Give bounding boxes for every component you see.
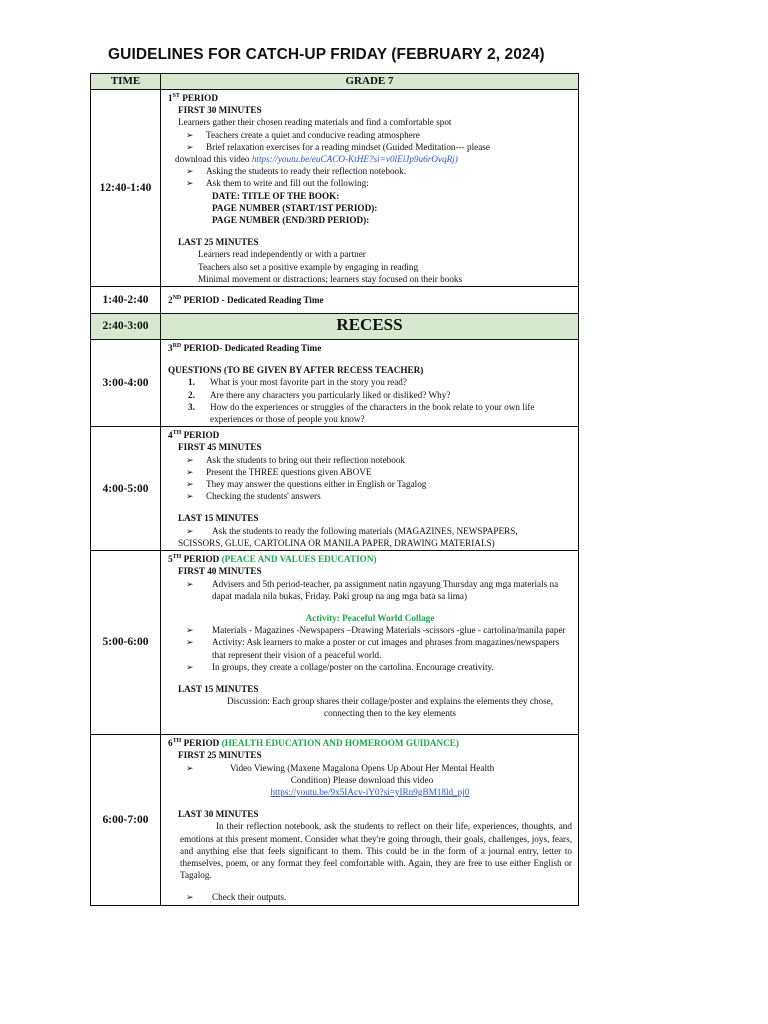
list-item: ➢ Present the THREE questions given ABOVE	[186, 466, 372, 477]
period-title: 2ND PERIOD - Dedicated Reading Time	[168, 295, 324, 306]
arrow-bullet-icon: ➢	[186, 578, 194, 589]
list-item: ➢ Materials - Magazines -Newspapers –Drawing Materials -scissors -glue - cartolina/manila paper	[186, 625, 566, 636]
document-title: GUIDELINES FOR CATCH-UP FRIDAY (FEBRUARY 2, 2024)	[108, 46, 545, 63]
list-item: Teachers also set a positive example by engaging in reading	[198, 261, 419, 272]
time-cell: 12:40-1:40	[91, 90, 161, 287]
period-cell	[161, 427, 579, 551]
table-row	[91, 287, 579, 314]
first-minutes-label: FIRST 45 MINUTES	[178, 442, 262, 453]
time-cell: 1:40-2:40	[91, 287, 161, 314]
table-header-row	[91, 74, 579, 90]
arrow-bullet-icon: ➢	[186, 178, 194, 189]
subject-label: (PEACE AND VALUES EDUCATION)	[221, 554, 377, 565]
time-cell: 6:00-7:00	[91, 735, 161, 905]
list-item: ➢ Asking the students to ready their reflection notebook.	[186, 166, 407, 177]
table-row	[91, 314, 579, 340]
time-cell: 4:00-5:00	[91, 427, 161, 551]
arrow-bullet-icon: ➢	[186, 625, 194, 636]
period-title: 1ST PERIOD	[168, 92, 218, 103]
first-minutes-label: FIRST 25 MINUTES	[178, 750, 262, 761]
list-item: 3. How do the experiences or struggles of the characters in the book relate to your own life experiences or those of people you know?	[188, 401, 535, 425]
arrow-bullet-icon: ➢	[186, 479, 194, 490]
header-grade: GRADE 7	[161, 74, 579, 90]
list-item: Learners read independently or with a partner	[198, 249, 366, 260]
form-field: PAGE NUMBER (START/1ST PERIOD):	[212, 202, 378, 213]
list-item-cont: SCISSORS, GLUE, CARTOLINA OR MANILA PAPER, DRAWING MATERIALS)	[178, 537, 495, 548]
last-minutes-label: LAST 30 MINUTES	[178, 809, 259, 820]
first-minutes-label: FIRST 40 MINUTES	[178, 566, 262, 577]
form-field: PAGE NUMBER (END/3RD PERIOD):	[212, 215, 370, 226]
list-item: ➢ Checking the students' answers	[186, 491, 321, 502]
table-row	[91, 735, 579, 905]
arrow-bullet-icon: ➢	[186, 466, 194, 477]
list-item: ➢ Advisers and 5th period-teacher, pa assignment natin ngayung Thursday ang mga materials na dapat madala nila bukas, Friday. Paki group na ang mga bata sa lima)	[186, 578, 559, 601]
list-item: ➢ Video Viewing (Maxene Magalona Opens Up About Her Mental Health Condition) Please download this video	[186, 762, 495, 785]
arrow-bullet-icon: ➢	[186, 637, 194, 648]
list-item: ➢ Activity: Ask learners to make a poster or cut images and phrases from magazines/newspapers that represent their vision of a peaceful world.	[186, 637, 560, 660]
list-item: ➢ Ask them to write and fill out the following:	[186, 178, 369, 189]
arrow-bullet-icon: ➢	[186, 454, 194, 465]
intro-text: Learners gather their chosen reading materials and find a comfortable spot	[178, 117, 452, 128]
list-item: ➢ They may answer the questions either in English or Tagalog	[186, 479, 427, 490]
discussion-text: Discussion: Each group shares their collage/poster and explains the elements they chose, connecting then to the key elements	[226, 696, 554, 719]
last-minutes-label: LAST 25 MINUTES	[178, 237, 259, 248]
arrow-bullet-icon: ➢	[186, 166, 194, 177]
list-item: ➢ Ask the students to bring out their reflection notebook	[186, 454, 406, 465]
list-item: ➢ Teachers create a quiet and conducive reading atmosphere	[186, 129, 420, 140]
subject-label: (HEALTH EDUCATION AND HOMEROOM GUIDANCE)	[221, 738, 459, 749]
list-item: Minimal movement or distractions; learners stay focused on their books	[198, 273, 463, 284]
activity-title: Activity: Peaceful World Collage	[305, 612, 435, 623]
header-time: TIME	[91, 74, 161, 90]
period-cell	[161, 735, 579, 905]
form-field: DATE: TITLE OF THE BOOK:	[212, 190, 340, 201]
period-cell	[161, 90, 579, 287]
list-item: 1. What is your most favorite part in the story you read?	[188, 377, 407, 388]
last-minutes-label: LAST 15 MINUTES	[178, 683, 259, 694]
period-cell	[161, 551, 579, 735]
arrow-bullet-icon: ➢	[186, 762, 194, 773]
list-item: 2. Are there any characters you particularly liked or disliked? Why?	[188, 389, 451, 400]
period-title: 5TH PERIOD (PEACE AND VALUES EDUCATION)	[168, 554, 377, 565]
arrow-bullet-icon: ➢	[186, 141, 194, 152]
list-item: ➢ Brief relaxation exercises for a reading mindset (Guided Meditation--- please	[186, 141, 490, 152]
time-cell: 5:00-6:00	[91, 551, 161, 735]
period-title: 6TH PERIOD (HEALTH EDUCATION AND HOMEROOM GUIDANCE)	[168, 738, 459, 749]
arrow-bullet-icon: ➢	[186, 525, 194, 536]
arrow-bullet-icon: ➢	[186, 892, 194, 903]
time-cell: 3:00-4:00	[91, 340, 161, 427]
questions-label: QUESTIONS (TO BE GIVEN BY AFTER RECESS TEACHER)	[168, 365, 424, 376]
recess-cell: RECESS	[161, 314, 579, 340]
video-link[interactable]: https://youtu.be/euCACO-KtHE?si=v0lEiJp9u6rOvqRj)	[251, 154, 458, 165]
period-title: 4TH PERIOD	[168, 430, 220, 441]
period-title: 3RD PERIOD- Dedicated Reading Time	[168, 342, 322, 354]
last-minutes-label: LAST 15 MINUTES	[178, 513, 259, 524]
arrow-bullet-icon: ➢	[186, 129, 194, 140]
period-cell	[161, 340, 579, 427]
schedule-table	[90, 73, 579, 906]
arrow-bullet-icon: ➢	[186, 491, 194, 502]
video-link[interactable]: https://youtu.be/9x5IAcv-iY0?si=yIRn9gBM18ld_pj0	[270, 786, 470, 797]
arrow-bullet-icon: ➢	[186, 661, 194, 672]
reflection-paragraph: In their reflection notebook, ask the students to reflect on their life, experiences, thoughts, and emotions at this present moment. Consider what they're going through, their goals, challenges, joys, fears, and anything else that feels significant to them. This could be in the form of a journal entry, letter to themselves, poem, or any format they feel comfortable with. Again, they are free to use either English or Tagalog.	[180, 821, 572, 881]
list-item: ➢ In groups, they create a collage/poster on the cartolina. Encourage creativity.	[186, 661, 494, 672]
list-item: ➢ Ask the students to ready the following materials (MAGAZINES, NEWSPAPERS,	[186, 525, 518, 536]
list-item: ➢ Check their outputs.	[186, 892, 287, 903]
table-row	[91, 551, 579, 735]
table-row	[91, 427, 579, 551]
table-row	[91, 90, 579, 287]
first-minutes-label: FIRST 30 MINUTES	[178, 105, 262, 116]
period-cell	[161, 287, 579, 314]
table-row	[91, 340, 579, 427]
time-cell: 2:40-3:00	[91, 314, 161, 340]
list-item-cont: download this video https://youtu.be/euCACO-KtHE?si=v0lEiJp9u6rOvqRj)	[175, 154, 458, 165]
